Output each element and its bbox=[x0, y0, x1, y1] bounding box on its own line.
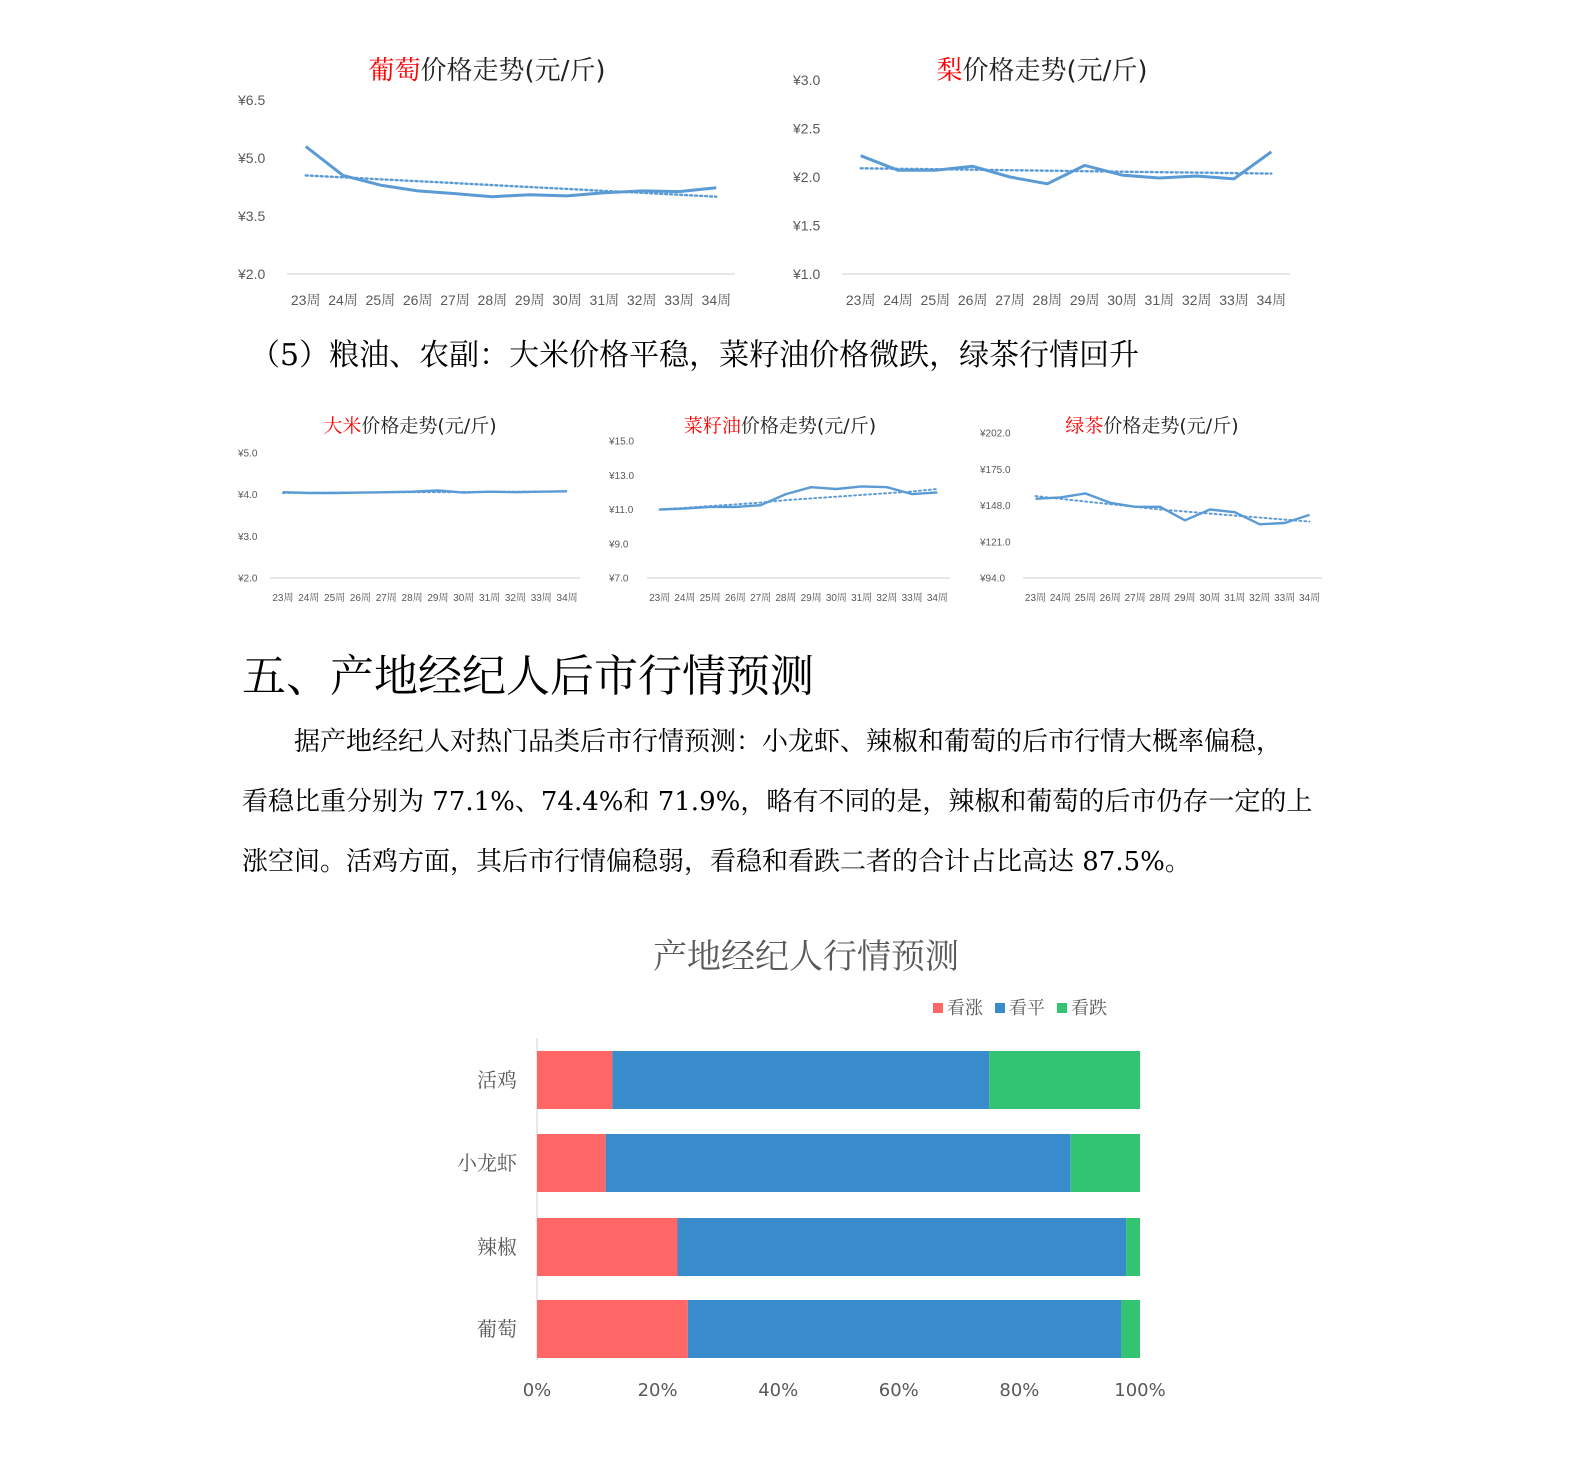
x-tick-label: 29周 bbox=[514, 292, 545, 308]
x-tick-label: 33周 bbox=[530, 593, 552, 604]
x-tick-label: 100% bbox=[1114, 1380, 1166, 1401]
y-tick-label: ¥6.5 bbox=[238, 91, 266, 108]
rice-price-chart bbox=[230, 405, 590, 610]
price-series-line bbox=[306, 146, 717, 196]
x-tick-label: 28周 bbox=[1032, 292, 1063, 308]
x-tick-label: 28周 bbox=[401, 593, 423, 604]
x-tick-label: 31周 bbox=[851, 593, 873, 604]
x-tick-label: 34周 bbox=[1256, 292, 1287, 308]
y-tick-label: ¥11.0 bbox=[609, 505, 634, 516]
rice-price-svg bbox=[230, 405, 590, 610]
chart-title-highlight: 葡萄 bbox=[368, 56, 421, 86]
x-tick-label: 32周 bbox=[1181, 292, 1212, 308]
x-tick-label: 27周 bbox=[995, 292, 1025, 308]
y-tick-label: ¥2.0 bbox=[793, 168, 821, 185]
x-tick-label: 25周 bbox=[920, 292, 951, 308]
y-tick-label: ¥1.0 bbox=[793, 265, 821, 282]
x-tick-label: 25周 bbox=[324, 593, 346, 604]
x-tick-label: 34周 bbox=[701, 292, 732, 308]
chart-title-highlight: 梨 bbox=[936, 56, 963, 86]
x-tick-label: 24周 bbox=[298, 593, 320, 604]
y-tick-label: ¥94.0 bbox=[980, 573, 1006, 585]
paragraph-line: 据产地经纪人对热门品类后市行情预测：小龙虾、辣椒和葡萄的后市行情大概率偏稳， bbox=[294, 727, 1283, 757]
x-tick-label: 24周 bbox=[674, 593, 696, 604]
category-label: 辣椒 bbox=[477, 1235, 517, 1259]
price-series-line bbox=[1036, 493, 1310, 524]
grape-price-svg bbox=[230, 45, 770, 320]
bar-segment bbox=[678, 1218, 1127, 1276]
y-tick-label: ¥5.0 bbox=[238, 448, 258, 460]
x-tick-label: 30周 bbox=[825, 593, 847, 604]
forecast-paragraph bbox=[242, 712, 1352, 892]
category-label: 葡萄 bbox=[477, 1317, 517, 1341]
paragraph-line: 看稳比重分别为 77.1%、74.4%和 71.9%，略有不同的是，辣椒和葡萄的后市仍存一定的上 bbox=[242, 787, 1313, 817]
x-tick-label: 30周 bbox=[1107, 292, 1137, 308]
x-tick-label: 27周 bbox=[1124, 593, 1146, 604]
bar-segment bbox=[537, 1051, 612, 1109]
x-tick-label: 23周 bbox=[272, 593, 294, 604]
pear-price-svg bbox=[785, 45, 1325, 320]
category-label: 小龙虾 bbox=[457, 1151, 517, 1175]
category-label: 活鸡 bbox=[477, 1068, 517, 1092]
x-tick-label: 31周 bbox=[479, 593, 501, 604]
x-tick-label: 33周 bbox=[1219, 292, 1249, 308]
x-tick-label: 24周 bbox=[1049, 593, 1071, 604]
x-tick-label: 25周 bbox=[365, 292, 396, 308]
rapeseed-oil-price-svg bbox=[605, 405, 965, 610]
x-tick-label: 27周 bbox=[750, 593, 772, 604]
chart-title-rest: 价格走势(元/斤) bbox=[420, 56, 606, 86]
x-tick-label: 24周 bbox=[883, 292, 913, 308]
y-tick-label: ¥4.0 bbox=[238, 490, 258, 502]
forecast-bar-chart bbox=[430, 920, 1210, 1420]
bar-segment bbox=[537, 1218, 678, 1276]
y-tick-label: ¥3.0 bbox=[238, 531, 258, 543]
forecast-bar-svg bbox=[430, 920, 1210, 1420]
y-tick-label: ¥15.0 bbox=[609, 436, 635, 448]
x-tick-label: 27周 bbox=[440, 292, 470, 308]
x-tick-label: 23周 bbox=[649, 593, 671, 604]
x-tick-label: 23周 bbox=[1024, 593, 1047, 604]
bar-segment bbox=[537, 1300, 688, 1358]
x-tick-label: 25周 bbox=[699, 593, 721, 604]
y-tick-label: ¥9.0 bbox=[609, 539, 629, 551]
price-series-line bbox=[861, 152, 1272, 184]
y-tick-label: ¥2.5 bbox=[793, 120, 821, 137]
x-tick-label: 28周 bbox=[775, 593, 797, 604]
legend-label: 看跌 bbox=[1071, 998, 1107, 1019]
y-tick-label: ¥202.0 bbox=[980, 428, 1011, 440]
x-tick-label: 31周 bbox=[1224, 593, 1246, 604]
rapeseed-oil-price-chart bbox=[605, 405, 965, 610]
legend-swatch bbox=[1057, 1003, 1067, 1013]
chart-title bbox=[1065, 415, 1238, 437]
x-tick-label: 60% bbox=[878, 1380, 919, 1401]
chart-title: 产地经纪人行情预测 bbox=[653, 937, 959, 977]
bar-segment bbox=[606, 1134, 1071, 1192]
x-tick-label: 34周 bbox=[556, 593, 578, 604]
bar-segment bbox=[989, 1051, 1140, 1109]
chart-title-rest: 价格走势(元/斤) bbox=[962, 56, 1148, 86]
x-tick-label: 30周 bbox=[552, 292, 582, 308]
trend-line bbox=[306, 175, 717, 196]
x-tick-label: 32周 bbox=[1249, 593, 1271, 604]
chart-title bbox=[936, 56, 1147, 86]
x-tick-label: 26周 bbox=[402, 292, 433, 308]
y-tick-label: ¥3.5 bbox=[238, 207, 266, 224]
x-tick-label: 0% bbox=[522, 1380, 552, 1401]
y-tick-label: ¥3.0 bbox=[793, 71, 821, 88]
x-tick-label: 32周 bbox=[626, 292, 657, 308]
y-tick-label: ¥148.0 bbox=[980, 501, 1011, 512]
x-tick-label: 28周 bbox=[477, 292, 508, 308]
bar-segment bbox=[688, 1300, 1122, 1358]
y-tick-label: ¥2.0 bbox=[238, 573, 258, 585]
x-tick-label: 32周 bbox=[876, 593, 898, 604]
bar-segment bbox=[1071, 1134, 1140, 1192]
x-tick-label: 29周 bbox=[1069, 292, 1100, 308]
x-tick-label: 33周 bbox=[901, 593, 923, 604]
chart-title-highlight: 绿茶 bbox=[1065, 415, 1104, 437]
x-tick-label: 29周 bbox=[427, 593, 449, 604]
paragraph-line: 涨空间。活鸡方面，其后市行情偏稳弱，看稳和看跌二者的合计占比高达 87.5%。 bbox=[242, 847, 1191, 877]
x-tick-label: 31周 bbox=[1144, 292, 1175, 308]
green-tea-price-chart bbox=[975, 405, 1335, 610]
x-tick-label: 28周 bbox=[1149, 593, 1171, 604]
legend-swatch bbox=[933, 1003, 943, 1013]
x-tick-label: 20% bbox=[637, 1380, 678, 1401]
chart-title bbox=[368, 56, 605, 86]
x-tick-label: 32周 bbox=[504, 593, 526, 604]
x-tick-label: 26周 bbox=[349, 593, 371, 604]
x-tick-label: 30周 bbox=[1199, 593, 1221, 604]
trend-line bbox=[1036, 496, 1310, 521]
y-tick-label: ¥13.0 bbox=[609, 470, 635, 482]
x-tick-label: 30周 bbox=[453, 593, 475, 604]
chart-title bbox=[323, 415, 496, 437]
chart-title-highlight: 大米 bbox=[323, 415, 362, 437]
x-tick-label: 25周 bbox=[1074, 593, 1096, 604]
chart-title-highlight: 菜籽油 bbox=[683, 415, 741, 437]
x-tick-label: 29周 bbox=[800, 593, 822, 604]
pear-price-chart bbox=[785, 45, 1325, 320]
legend-swatch bbox=[995, 1003, 1005, 1013]
chart-title-rest: 价格走势(元/斤) bbox=[1103, 415, 1239, 437]
y-tick-label: ¥7.0 bbox=[609, 573, 629, 585]
y-tick-label: ¥5.0 bbox=[238, 149, 266, 166]
bar-segment bbox=[537, 1134, 606, 1192]
y-tick-label: ¥2.0 bbox=[238, 265, 266, 282]
x-tick-label: 40% bbox=[758, 1380, 799, 1401]
x-tick-label: 26周 bbox=[724, 593, 746, 604]
x-tick-label: 29周 bbox=[1174, 593, 1196, 604]
chart-title-rest: 价格走势(元/斤) bbox=[740, 415, 877, 437]
subsection-heading: （5）粮油、农副：大米价格平稳，菜籽油价格微跌，绿茶行情回升 bbox=[250, 338, 1140, 373]
y-tick-label: ¥121.0 bbox=[980, 537, 1011, 549]
x-tick-label: 31周 bbox=[589, 292, 620, 308]
green-tea-price-svg bbox=[975, 405, 1335, 610]
section-title: 五、产地经纪人后市行情预测 bbox=[242, 651, 814, 702]
bar-segment bbox=[1126, 1218, 1140, 1276]
x-tick-label: 24周 bbox=[328, 292, 358, 308]
x-tick-label: 27周 bbox=[375, 593, 397, 604]
legend-label: 看平 bbox=[1009, 998, 1045, 1019]
bar-segment bbox=[612, 1051, 989, 1109]
x-tick-label: 34周 bbox=[926, 593, 948, 604]
x-tick-label: 33周 bbox=[1274, 593, 1296, 604]
grape-price-chart bbox=[230, 45, 770, 320]
bar-segment bbox=[1121, 1300, 1140, 1358]
y-tick-label: ¥175.0 bbox=[980, 464, 1011, 476]
x-tick-label: 33周 bbox=[664, 292, 694, 308]
x-tick-label: 23周 bbox=[845, 292, 876, 308]
chart-title bbox=[684, 415, 876, 437]
x-tick-label: 23周 bbox=[290, 292, 321, 308]
x-tick-label: 80% bbox=[999, 1380, 1040, 1401]
x-tick-label: 34周 bbox=[1298, 593, 1321, 604]
x-tick-label: 26周 bbox=[1099, 593, 1121, 604]
x-tick-label: 26周 bbox=[957, 292, 988, 308]
legend-label: 看涨 bbox=[947, 998, 983, 1019]
chart-title-rest: 价格走势(元/斤) bbox=[361, 415, 497, 437]
y-tick-label: ¥1.5 bbox=[793, 217, 821, 234]
